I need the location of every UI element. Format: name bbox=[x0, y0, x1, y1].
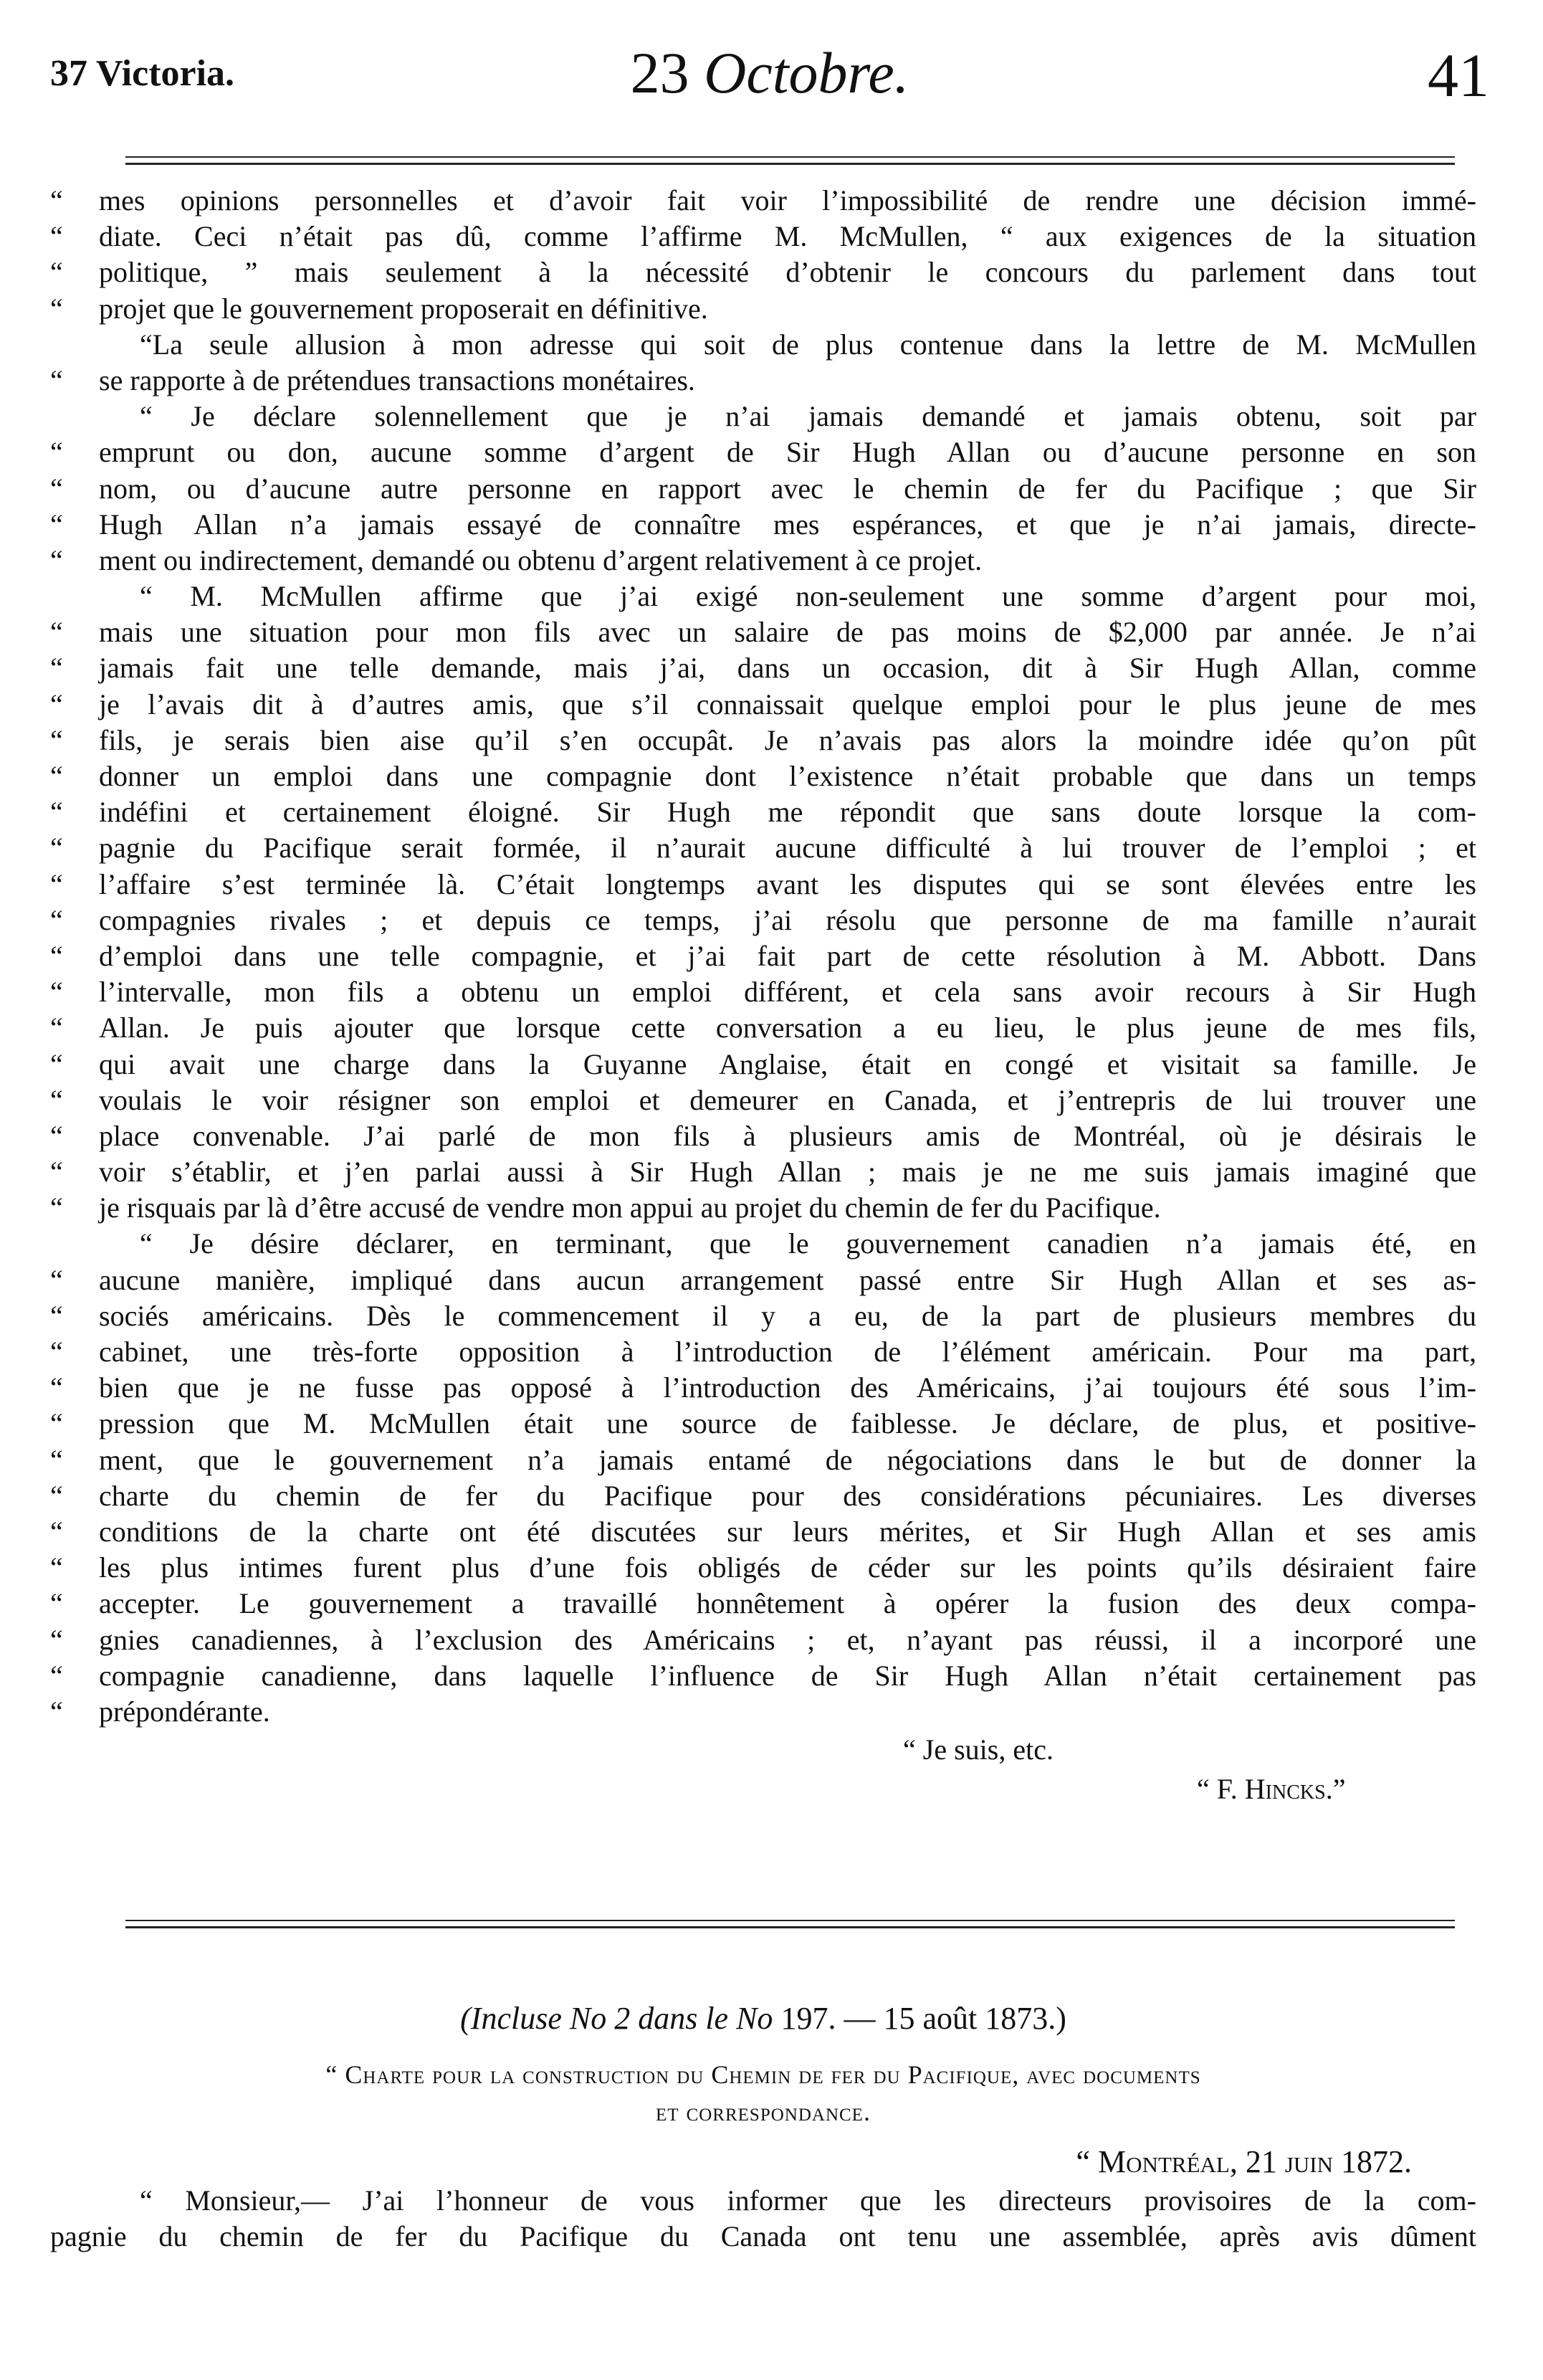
line-text: “La seule allusion à mon adresse qui soit de plus contenue dans la lettre de M. McMullen bbox=[140, 328, 1476, 361]
inclusion-prefix: (Incluse No 2 dans le No bbox=[460, 2001, 773, 2036]
line-text: pagnie du Pacifique serait formée, il n’aurait aucune difficulté à lui trouver de l’emploi ; et bbox=[99, 832, 1476, 865]
quote-mark: “ bbox=[50, 1119, 63, 1152]
quote-mark: “ bbox=[50, 1299, 63, 1332]
quote-mark: “ bbox=[50, 939, 63, 972]
line-text: jamais fait une telle demande, mais j’ai, dans un occasion, dit à Sir Hugh Allan, comme bbox=[99, 652, 1476, 685]
text-line bbox=[50, 687, 1476, 723]
line-text: aucune manière, impliqué dans aucun arrangement passé entre Sir Hugh Allan et ses as- bbox=[99, 1263, 1476, 1296]
quote-mark: “ bbox=[50, 292, 63, 325]
text-line bbox=[50, 399, 1476, 434]
line-text: pression que M. McMullen était une source de faiblesse. Je déclare, de plus, et positive- bbox=[99, 1407, 1476, 1440]
text-line bbox=[50, 903, 1476, 938]
section-rule bbox=[125, 1920, 1455, 1928]
line-text: voulais le voir résigner son emploi et demeurer en Canada, et j’entrepris de lui trouver une bbox=[99, 1083, 1476, 1116]
quote-mark: “ bbox=[50, 1623, 63, 1656]
line-text: mes opinions personnelles et d’avoir fait voir l’impossibilité de rendre une décision immé- bbox=[99, 184, 1476, 216]
charter-title-line-1: “ Charte pour la construction du Chemin de fer du Pacifique, avec documents bbox=[325, 2060, 1201, 2089]
quote-mark: “ bbox=[50, 1083, 63, 1116]
signature: “ F. Hincks.” bbox=[1197, 1773, 1346, 1806]
line-text: Hugh Allan n’a jamais essayé de connaître mes espérances, et que je n’ai jamais, directe- bbox=[99, 508, 1476, 541]
quote-mark: “ bbox=[50, 363, 63, 396]
line-text: cabinet, une très-forte opposition à l’introduction de l’élément américain. Pour ma part, bbox=[99, 1336, 1476, 1368]
line-text: emprunt ou don, aucune somme d’argent de Sir Hugh Allan ou d’aucune personne en son bbox=[99, 436, 1476, 469]
inclusion-date: — 15 août 1873.) bbox=[844, 2001, 1066, 2036]
line-text: “ M. McMullen affirme que j’ai exigé non-seulement une somme d’argent pour moi, bbox=[140, 580, 1476, 613]
line-text: je risquais par là d’être accusé de vendre mon appui au projet du chemin de fer du Pacifique. bbox=[99, 1191, 1161, 1224]
closing-line bbox=[50, 1730, 1476, 1769]
text-line bbox=[50, 1370, 1476, 1406]
date-day: 23 bbox=[630, 40, 689, 105]
quote-mark: “ bbox=[50, 1479, 63, 1512]
quote-mark: “ bbox=[50, 903, 63, 936]
quote-mark: “ bbox=[50, 1336, 63, 1368]
text-line bbox=[50, 1010, 1476, 1046]
line-text: donner un emploi dans une compagnie dont l’existence n’était probable que dans un temps bbox=[99, 760, 1476, 792]
quote-mark: “ bbox=[50, 687, 63, 720]
quote-mark: “ bbox=[50, 760, 63, 792]
line-text: bien que je ne fusse pas opposé à l’introduction des Américains, j’ai toujours été sous l’im- bbox=[99, 1371, 1476, 1404]
text-line bbox=[50, 579, 1476, 614]
text-line bbox=[50, 254, 1476, 290]
text-line bbox=[50, 1118, 1476, 1154]
signature-line bbox=[50, 1769, 1476, 1809]
quote-mark: “ bbox=[50, 796, 63, 829]
quote-mark: “ bbox=[50, 1407, 63, 1440]
text-line bbox=[50, 1694, 1476, 1730]
text-line bbox=[50, 794, 1476, 830]
line-text: je l’avais dit à d’autres amis, que s’il connaissait quelque emploi pour le plus jeune de mes bbox=[99, 687, 1476, 720]
line-text: charte du chemin de fer du Pacifique pour des considérations pécuniaires. Les diverses bbox=[99, 1479, 1476, 1512]
line-text: d’emploi dans une telle compagnie, et j’ai fait part de cette résolution à M. Abbott. Dans bbox=[99, 939, 1476, 972]
text-line bbox=[50, 363, 1476, 399]
text-line bbox=[50, 1298, 1476, 1334]
text-line bbox=[50, 507, 1476, 543]
quote-mark: “ bbox=[50, 723, 63, 756]
inclusion-note bbox=[50, 2000, 1476, 2037]
line-text: se rapporte à de prétendues transactions monétaires. bbox=[99, 363, 695, 396]
quote-mark: “ bbox=[50, 543, 63, 576]
letter-body bbox=[50, 183, 1476, 1809]
text-line bbox=[50, 1190, 1476, 1226]
text-line bbox=[50, 434, 1476, 470]
quote-mark: “ bbox=[50, 832, 63, 865]
line-text: l’affaire s’est terminée là. C’était longtemps avant les disputes qui se sont élevées entre les bbox=[99, 867, 1476, 900]
page-header bbox=[50, 39, 1489, 111]
charter-title bbox=[50, 2056, 1476, 2131]
line-text: diate. Ceci n’était pas dû, comme l’affirme M. McMullen, “ aux exigences de la situation bbox=[99, 220, 1476, 253]
line-text: prépondérante. bbox=[99, 1695, 270, 1728]
line-text: ment ou indirectement, demandé ou obtenu d’argent relativement à ce projet. bbox=[99, 543, 983, 576]
line-text: pagnie du chemin de fer du Pacifique du Canada ont tenu une assemblée, après avis dûment bbox=[50, 2220, 1476, 2253]
line-text: gnies canadiennes, à l’exclusion des Américains ; et, n’ayant pas réussi, il a incorporé une bbox=[99, 1623, 1476, 1656]
text-line bbox=[50, 723, 1476, 758]
quote-mark: “ bbox=[50, 436, 63, 469]
text-line bbox=[50, 867, 1476, 903]
quote-mark: “ bbox=[50, 1371, 63, 1404]
line-text: sociés américains. Dès le commencement il y a eu, de la part de plusieurs membres du bbox=[99, 1299, 1476, 1332]
quote-mark: “ bbox=[50, 508, 63, 541]
charter-title-line-2: et correspondance. bbox=[656, 2098, 871, 2126]
text-line bbox=[50, 1082, 1476, 1118]
text-line bbox=[50, 1154, 1476, 1190]
quote-mark: “ bbox=[50, 1263, 63, 1296]
text-line bbox=[50, 291, 1476, 327]
text-line bbox=[50, 1442, 1476, 1478]
text-line bbox=[50, 1658, 1476, 1694]
text-line bbox=[50, 2219, 1476, 2255]
text-line bbox=[50, 1047, 1476, 1082]
line-text: voir s’établir, et j’en parlai aussi à Sir Hugh Allan ; mais je ne me suis jamais imaginé que bbox=[99, 1156, 1476, 1189]
inclusion-number: 197. bbox=[780, 2001, 836, 2036]
line-text: conditions de la charte ont été discutées sur leurs mérites, et Sir Hugh Allan et ses amis bbox=[99, 1515, 1476, 1548]
text-line bbox=[50, 1514, 1476, 1550]
quote-mark: “ bbox=[50, 1156, 63, 1189]
line-text: accepter. Le gouvernement a travaillé honnêtement à opérer la fusion des deux compa- bbox=[99, 1587, 1476, 1620]
text-line bbox=[50, 543, 1476, 579]
quote-mark: “ bbox=[50, 1695, 63, 1728]
quote-mark: “ bbox=[50, 616, 63, 649]
line-text: fils, je serais bien aise qu’il s’en occupât. Je n’avais pas alors la moindre idée qu’on pût bbox=[99, 723, 1476, 756]
text-line bbox=[50, 1622, 1476, 1658]
page-number: 41 bbox=[1428, 41, 1489, 110]
text-line bbox=[50, 614, 1476, 650]
quote-mark: “ bbox=[50, 1587, 63, 1620]
running-head-date bbox=[50, 39, 1489, 107]
line-text: compagnies rivales ; et depuis ce temps, j’ai résolu que personne de ma famille n’aurait bbox=[99, 903, 1476, 936]
quote-mark: “ bbox=[50, 1012, 63, 1044]
quote-mark: “ bbox=[50, 1659, 63, 1692]
text-line bbox=[50, 471, 1476, 507]
line-text: politique, ” mais seulement à la nécessité d’obtenir le concours du parlement dans tout bbox=[99, 256, 1476, 289]
line-text: indéfini et certainement éloigné. Sir Hugh me répondit que sans doute lorsque la com- bbox=[99, 796, 1476, 829]
line-text: les plus intimes furent plus d’une fois obligés de céder sur les points qu’ils désiraient faire bbox=[99, 1551, 1476, 1584]
text-line bbox=[50, 974, 1476, 1010]
quote-mark: “ bbox=[50, 256, 63, 289]
quote-mark: “ bbox=[50, 1551, 63, 1584]
quote-mark: “ bbox=[50, 184, 63, 216]
text-line bbox=[50, 327, 1476, 363]
quote-mark: “ bbox=[50, 652, 63, 685]
text-line bbox=[50, 650, 1476, 686]
line-text: compagnie canadienne, dans laquelle l’influence de Sir Hugh Allan n’était certainement pas bbox=[99, 1659, 1476, 1692]
quote-mark: “ bbox=[50, 1047, 63, 1080]
line-text: Allan. Je puis ajouter que lorsque cette conversation a eu lieu, le plus jeune de mes fils, bbox=[99, 1012, 1476, 1044]
quote-mark: “ bbox=[50, 220, 63, 253]
line-text: l’intervalle, mon fils a obtenu un emploi différent, et cela sans avoir recours à Sir Hugh bbox=[99, 976, 1476, 1009]
quote-mark: “ bbox=[50, 472, 63, 505]
quote-mark: “ bbox=[50, 1515, 63, 1548]
text-line bbox=[50, 2183, 1476, 2219]
text-line bbox=[50, 1406, 1476, 1442]
place-date: “ Montréal, 21 juin 1872. bbox=[1076, 2144, 1412, 2179]
quote-mark: “ bbox=[50, 976, 63, 1009]
line-text: qui avait une charge dans la Guyanne Anglaise, était en congé et visitait sa famille. Je bbox=[99, 1047, 1476, 1080]
closing-text: “ Je suis, etc. bbox=[903, 1733, 1054, 1766]
line-text: projet que le gouvernement proposerait en définitive. bbox=[99, 292, 708, 325]
header-rule bbox=[125, 156, 1455, 165]
text-line bbox=[50, 1586, 1476, 1622]
text-line bbox=[50, 830, 1476, 866]
running-head-volume: 37 Victoria. bbox=[50, 53, 235, 94]
line-text: mais une situation pour mon fils avec un salaire de pas moins de $2,000 par année. Je n’ai bbox=[99, 616, 1476, 649]
text-line bbox=[50, 1550, 1476, 1586]
text-line bbox=[50, 938, 1476, 974]
text-line bbox=[50, 758, 1476, 794]
date-month: Octobre. bbox=[704, 40, 909, 105]
line-text: place convenable. J’ai parlé de mon fils à plusieurs amis de Montréal, où je désirais le bbox=[99, 1119, 1476, 1152]
line-text: “ Je déclare solennellement que je n’ai jamais demandé et jamais obtenu, soit par bbox=[140, 400, 1476, 433]
text-line bbox=[50, 219, 1476, 254]
line-text: nom, ou d’aucune autre personne en rapport avec le chemin de fer du Pacifique ; que Sir bbox=[99, 472, 1476, 505]
text-line bbox=[50, 1478, 1476, 1514]
text-line bbox=[50, 1262, 1476, 1298]
text-line bbox=[50, 1226, 1476, 1262]
line-text: ment, que le gouvernement n’a jamais entamé de négociations dans le but de donner la bbox=[99, 1443, 1476, 1476]
final-paragraph bbox=[50, 2183, 1476, 2255]
quote-mark: “ bbox=[50, 1443, 63, 1476]
line-text: “ Monsieur,— J’ai l’honneur de vous informer que les directeurs provisoires de la com- bbox=[140, 2184, 1476, 2217]
line-text: “ Je désire déclarer, en terminant, que le gouvernement canadien n’a jamais été, en bbox=[140, 1227, 1476, 1260]
text-line bbox=[50, 183, 1476, 219]
quote-mark: “ bbox=[50, 867, 63, 900]
text-line bbox=[50, 1334, 1476, 1370]
quote-mark: “ bbox=[50, 1191, 63, 1224]
